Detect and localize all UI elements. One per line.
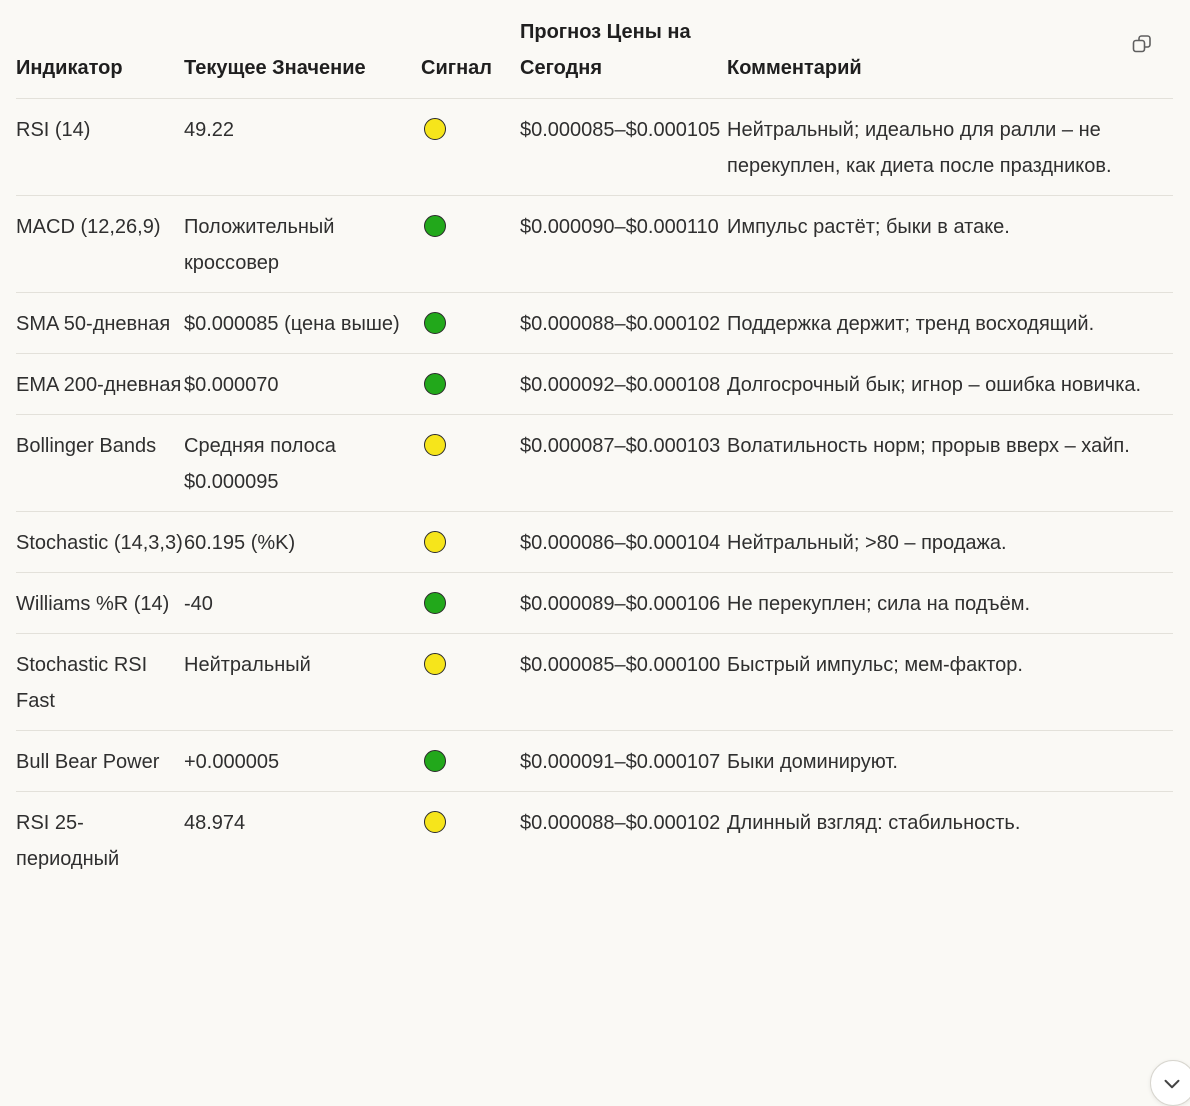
signal-green-circle-icon <box>424 373 446 395</box>
chevron-down-icon <box>1159 1071 1185 1097</box>
forecast-cell: $0.000090–$0.000110 <box>520 196 727 293</box>
header-current-value: Текущее Значение <box>184 14 421 99</box>
comment-cell: Долгосрочный бык; игнор – ошибка новичка. <box>727 354 1173 415</box>
forecast-cell: $0.000088–$0.000102 <box>520 293 727 354</box>
value-cell: $0.000070 <box>184 354 421 415</box>
signal-green-circle-icon <box>424 592 446 614</box>
forecast-cell: $0.000085–$0.000105 <box>520 99 727 196</box>
forecast-cell: $0.000088–$0.000102 <box>520 812 721 834</box>
comment-cell: Нейтральный; идеально для ралли – не перекуплен, как диета после праздников. <box>727 99 1173 196</box>
table-row <box>16 731 1173 792</box>
forecast-cell: $0.000091–$0.000107 <box>520 731 727 792</box>
value-cell: Положительный кроссовер <box>184 196 421 293</box>
forecast-cell: $0.000092–$0.000108 <box>520 354 727 415</box>
forecast-cell: $0.000089–$0.000106 <box>520 573 727 634</box>
indicator-cell: RSI (14) <box>16 99 184 196</box>
signal-yellow-circle-icon <box>424 531 446 553</box>
value-cell: Нейтральный <box>184 634 421 731</box>
header-indicator: Индикатор <box>16 14 184 99</box>
header-comment: Комментарий <box>727 14 1173 99</box>
indicator-cell: Stochastic RSI Fast <box>16 634 184 731</box>
comment-cell: Волатильность норм; прорыв вверх – хайп. <box>727 415 1173 512</box>
indicator-cell: Williams %R (14) <box>16 573 184 634</box>
table-header-row <box>16 14 1173 99</box>
signal-cell <box>421 293 520 354</box>
signal-cell <box>421 415 520 512</box>
indicator-cell: Bull Bear Power <box>16 731 184 792</box>
comment-cell: Быстрый импульс; мем-фактор. <box>727 634 1173 731</box>
signal-green-circle-icon <box>424 215 446 237</box>
scroll-to-bottom-button[interactable] <box>1150 1060 1190 1106</box>
indicator-cell: RSI 25-периодный <box>16 812 120 870</box>
signal-cell <box>421 731 520 792</box>
indicator-cell: Bollinger Bands <box>16 415 184 512</box>
comment-cell: Нейтральный; >80 – продажа. <box>727 512 1173 573</box>
table-row <box>16 512 1173 573</box>
signal-cell <box>421 573 520 634</box>
signal-yellow-circle-icon <box>424 811 446 833</box>
forecast-cell: $0.000087–$0.000103 <box>520 415 727 512</box>
table-row <box>16 634 1173 731</box>
indicator-cell: EMA 200-дневная <box>16 354 184 415</box>
comment-cell: Не перекуплен; сила на подъём. <box>727 573 1173 634</box>
signal-green-circle-icon <box>424 750 446 772</box>
signal-cell <box>421 196 520 293</box>
indicator-cell: SMA 50-дневная <box>16 293 184 354</box>
signal-yellow-circle-icon <box>424 118 446 140</box>
table-row <box>16 293 1173 354</box>
signal-yellow-circle-icon <box>424 434 446 456</box>
forecast-cell: $0.000085–$0.000100 <box>520 634 727 731</box>
table-row <box>16 792 1173 889</box>
signal-green-circle-icon <box>424 312 446 334</box>
table-body <box>16 99 1173 889</box>
value-cell: +0.000005 <box>184 731 421 792</box>
table-row <box>16 415 1173 512</box>
header-forecast: Прогноз Цены на Сегодня <box>520 14 727 99</box>
value-cell: -40 <box>184 573 421 634</box>
signal-cell <box>421 99 520 196</box>
signal-cell <box>421 634 520 731</box>
table-row <box>16 573 1173 634</box>
indicators-table <box>16 14 1173 888</box>
indicator-cell: MACD (12,26,9) <box>16 196 184 293</box>
signal-cell <box>421 354 520 415</box>
comment-cell: Импульс растёт; быки в атаке. <box>727 196 1173 293</box>
comment-cell: Длинный взгляд: стабильность. <box>727 812 1021 834</box>
forecast-cell: $0.000086–$0.000104 <box>520 512 727 573</box>
value-cell: 49.22 <box>184 99 421 196</box>
value-cell: Средняя полоса $0.000095 <box>184 415 421 512</box>
table-row <box>16 99 1173 196</box>
signal-cell <box>421 512 520 573</box>
table-row <box>16 354 1173 415</box>
comment-cell: Поддержка держит; тренд восходящий. <box>727 293 1173 354</box>
header-signal: Сигнал <box>421 14 520 99</box>
value-cell: 60.195 (%K) <box>184 512 421 573</box>
table-row <box>16 196 1173 293</box>
indicator-cell: Stochastic (14,3,3) <box>16 512 184 573</box>
value-cell: $0.000085 (цена выше) <box>184 293 421 354</box>
value-cell: 48.974 <box>184 812 246 834</box>
signal-yellow-circle-icon <box>424 653 446 675</box>
comment-cell: Быки доминируют. <box>727 731 1173 792</box>
signal-cell <box>421 792 520 889</box>
